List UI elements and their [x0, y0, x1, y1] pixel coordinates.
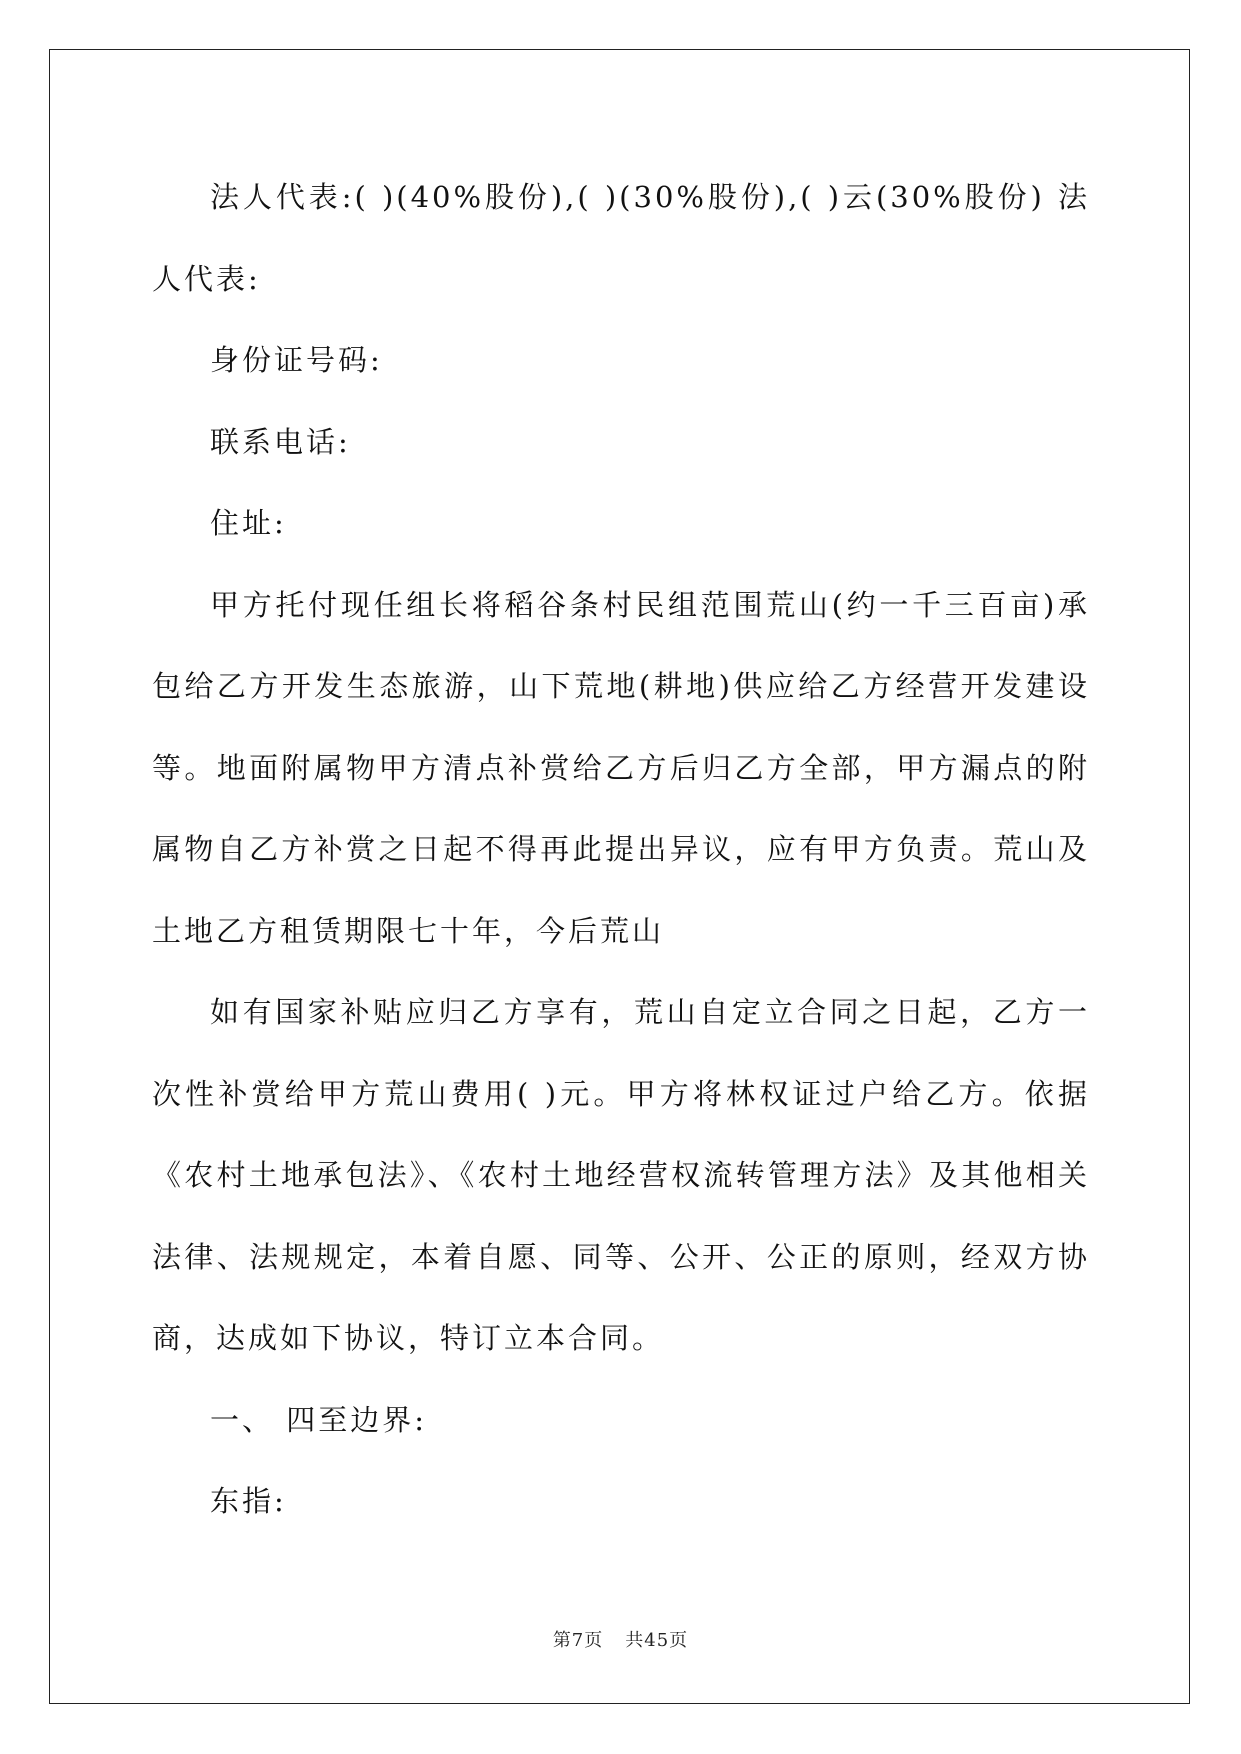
- paragraph-compensation-terms: 如有国家补贴应归乙方享有，荒山自定立合同之日起，乙方一次性补赏给甲方荒山费用( )元。甲方将林权证过户给乙方。依据《农村土地承包法》、《农村土地经营权流转管理方法》及其他相关法律、法规规定，本着自愿、同等、公开、公正的原则，经双方协商，达成如下协议，特订立本合同。: [152, 995, 1090, 1355]
- page-number-current: 第7页: [552, 1630, 604, 1651]
- page-footer: [0, 1626, 1241, 1652]
- document-body: [152, 157, 1090, 1543]
- page-number-total: 共45页: [625, 1630, 689, 1651]
- paragraph-legal-representative: 法人代表:( )(40%股份),( )(30%股份),( )云(30%股份) 法人代表:: [152, 180, 1090, 296]
- paragraph-east-boundary: 东指:: [210, 1484, 287, 1518]
- section-heading-boundaries: 一、 四至边界:: [210, 1402, 427, 1437]
- paragraph-id-number: 身份证号码:: [210, 343, 383, 377]
- paragraph-contact-phone: 联系电话:: [210, 424, 351, 459]
- paragraph-address: 住址:: [210, 506, 287, 540]
- paragraph-contract-scope: 甲方托付现任组长将稻谷条村民组范围荒山(约一千三百亩)承包给乙方开发生态旅游，山下荒地(耕地)供应给乙方经营开发建设等。地面附属物甲方清点补赏给乙方后归乙方全部，甲方漏点的附属物自乙方补赏之日起不得再此提出异议，应有甲方负责。荒山及土地乙方租赁期限七十年，今后荒山: [152, 587, 1090, 948]
